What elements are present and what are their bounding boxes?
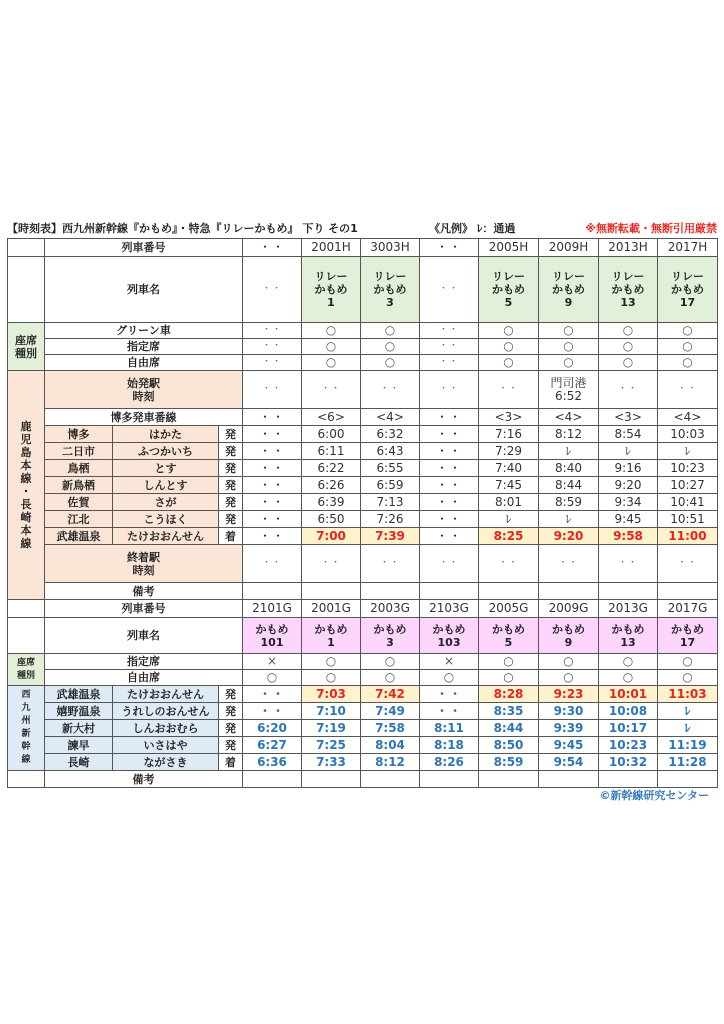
train-number: 2009G [539,600,599,618]
seat-availability: ○ [658,323,718,339]
dep-arr-type: 発 [219,494,243,511]
terminal-value: ・・ [361,545,420,583]
train-name: リレー かもめ 5 [479,257,539,323]
seat-availability: ○ [479,323,539,339]
time-cell: ・・ [420,511,479,528]
terminal-value: ・・ [420,545,479,583]
station-name: 江北 [45,511,113,528]
time-cell: 8:01 [479,494,539,511]
remarks-value [361,583,420,600]
table-row [8,703,718,720]
table-row [8,670,718,686]
seat-availability: ○ [539,670,599,686]
time-cell: 8:40 [539,460,599,477]
time-cell: ﾚ [539,443,599,460]
time-cell: 9:23 [539,686,599,703]
time-cell: 6:36 [243,754,302,771]
remarks-value [302,583,361,600]
seat-availability: ○ [599,355,658,371]
time-cell: 7:45 [479,477,539,494]
time-cell: 7:58 [361,720,420,737]
time-cell: 9:20 [539,528,599,545]
seat-availability: ○ [599,339,658,355]
track-number: <4> [658,409,718,426]
table-row [8,239,718,257]
time-cell: ・・ [243,528,302,545]
time-cell: 7:33 [302,754,361,771]
time-cell: 6:22 [302,460,361,477]
table-row [8,339,718,355]
origin-value: ・・ [479,371,539,409]
time-cell: ・・ [420,494,479,511]
hakata-track-label: 博多発車番線 [45,409,243,426]
blank [8,618,45,654]
seat-availability: ○ [302,670,361,686]
time-cell: 7:42 [361,686,420,703]
time-cell: 9:16 [599,460,658,477]
time-cell: 10:17 [599,720,658,737]
time-cell: 10:41 [658,494,718,511]
time-cell: ・・ [420,477,479,494]
train-name: リレー かもめ 17 [658,257,718,323]
time-cell: 9:20 [599,477,658,494]
time-cell: 6:32 [361,426,420,443]
train-number: 2017G [658,600,718,618]
train-number: 2103G [420,600,479,618]
station-name: 嬉野温泉 [45,703,113,720]
seat-availability: ○ [479,654,539,670]
remarks-value [361,771,420,788]
remarks-value [599,771,658,788]
track-number: <4> [361,409,420,426]
seat-availability: ○ [361,323,420,339]
time-cell: 7:26 [361,511,420,528]
blank [8,771,45,788]
seat-availability: ○ [361,670,420,686]
table-row [8,355,718,371]
seat-availability: ○ [539,355,599,371]
train-number: 2005G [479,600,539,618]
station-kana: いさはや [113,737,219,754]
time-cell: 7:16 [479,426,539,443]
remarks-value [302,771,361,788]
train-number: 2005H [479,239,539,257]
remarks-value [479,583,539,600]
time-cell: 7:49 [361,703,420,720]
time-cell: ・・ [243,686,302,703]
time-cell: ﾚ [658,443,718,460]
seat-availability: ○ [658,654,718,670]
time-cell: 11:19 [658,737,718,754]
seat-availability: ○ [658,339,718,355]
table-row [8,754,718,771]
station-kana: うれしのおんせん [113,703,219,720]
seat-availability: ○ [539,654,599,670]
blank [8,257,45,323]
time-cell: 7:00 [302,528,361,545]
time-cell: 6:39 [302,494,361,511]
time-cell: 7:03 [302,686,361,703]
train-name: かもめ 1 [302,618,361,654]
seat-availability: ○ [658,355,718,371]
non-reserved-label: 自由席 [45,355,243,371]
origin-value: ・・ [658,371,718,409]
origin-label: 始発駅 時刻 [45,371,243,409]
time-cell: 9:39 [539,720,599,737]
time-cell: ・・ [243,460,302,477]
time-cell: 8:26 [420,754,479,771]
time-cell: 6:00 [302,426,361,443]
remarks-value [539,583,599,600]
table-row [8,654,718,670]
time-cell: 10:01 [599,686,658,703]
seat-availability: ・・ [243,323,302,339]
train-name: かもめ 3 [361,618,420,654]
time-cell: 8:54 [599,426,658,443]
terminal-value: ・・ [539,545,599,583]
remarks-value [539,771,599,788]
table-row [8,720,718,737]
time-cell: 9:58 [599,528,658,545]
time-cell: 8:12 [361,754,420,771]
terminal-value: ・・ [658,545,718,583]
seat-type-label: 座席 種別 [8,323,45,371]
time-cell: 10:23 [599,737,658,754]
table-row [8,528,718,545]
seat-availability: ○ [302,339,361,355]
train-number-label: 列車番号 [45,239,243,257]
time-cell: ・・ [243,443,302,460]
time-cell: ・・ [243,703,302,720]
seat-availability: ○ [361,339,420,355]
time-cell: 9:30 [539,703,599,720]
footer-copyright: ©新幹線研究センター [599,789,709,802]
time-cell: 8:50 [479,737,539,754]
remarks-value [243,583,302,600]
blank [8,239,45,257]
time-cell: 7:40 [479,460,539,477]
time-cell: 7:19 [302,720,361,737]
non-reserved-label: 自由席 [45,670,243,686]
origin-value: ・・ [420,371,479,409]
station-name: 博多 [45,426,113,443]
dep-arr-type: 発 [219,460,243,477]
dep-arr-type: 発 [219,686,243,703]
time-cell: 8:35 [479,703,539,720]
train-number: 2001G [302,600,361,618]
seat-availability: ○ [479,339,539,355]
train-number: 2017H [658,239,718,257]
table-row [8,371,718,409]
reserved-label: 指定席 [45,339,243,355]
time-cell: ﾚ [599,443,658,460]
seat-availability: ・・ [243,355,302,371]
station-name: 二日市 [45,443,113,460]
train-name-label: 列車名 [45,618,243,654]
time-cell: 10:32 [599,754,658,771]
table-row [8,409,718,426]
table-row [8,323,718,339]
seat-availability: ○ [658,670,718,686]
track-number: <3> [479,409,539,426]
table-row [8,600,718,618]
track-number: <3> [599,409,658,426]
time-cell: ・・ [420,686,479,703]
time-cell: 11:00 [658,528,718,545]
time-cell: 8:44 [539,477,599,494]
timetable [7,238,718,788]
time-cell: ﾚ [658,703,718,720]
time-cell: 9:45 [539,737,599,754]
time-cell: ・・ [243,511,302,528]
train-number: 2013G [599,600,658,618]
remarks-value [420,771,479,788]
line-label-kagoshima-nagasaki: 鹿 児 島 本 線 ・ 長 崎 本 線 [8,371,45,600]
time-cell: ・・ [243,494,302,511]
origin-value: ・・ [361,371,420,409]
train-name-label: 列車名 [45,257,243,323]
train-name: かもめ 5 [479,618,539,654]
seat-availability: ○ [599,323,658,339]
seat-availability: ○ [599,654,658,670]
dep-arr-type: 発 [219,703,243,720]
dep-arr-type: 着 [219,754,243,771]
time-cell: 7:39 [361,528,420,545]
seat-availability: ・・ [420,323,479,339]
time-cell: ・・ [420,703,479,720]
time-cell: 6:43 [361,443,420,460]
seat-availability: × [420,654,479,670]
time-cell: ・・ [420,528,479,545]
page-title: 【時刻表】西九州新幹線『かもめ』・特急『リレーかもめ』 下り その1 [7,222,358,235]
time-cell: 10:08 [599,703,658,720]
time-cell: ﾚ [658,720,718,737]
seat-availability: ○ [539,323,599,339]
seat-availability: ○ [302,323,361,339]
train-name: リレー かもめ 1 [302,257,361,323]
time-cell: 10:27 [658,477,718,494]
blank [8,600,45,618]
station-name: 鳥栖 [45,460,113,477]
table-row [8,494,718,511]
header [7,220,717,236]
train-name: リレー かもめ 13 [599,257,658,323]
station-kana: しんおおむら [113,720,219,737]
table-row [8,686,718,703]
remarks-value [420,583,479,600]
time-cell: 8:18 [420,737,479,754]
station-kana: とす [113,460,219,477]
reserved-label: 指定席 [45,654,243,670]
seat-availability: ○ [243,670,302,686]
remarks-value [479,771,539,788]
time-cell: ・・ [243,426,302,443]
time-cell: 6:59 [361,477,420,494]
train-number: 2001H [302,239,361,257]
seat-availability: ・・ [243,339,302,355]
terminal-value: ・・ [479,545,539,583]
time-cell: 8:59 [479,754,539,771]
remarks-value [658,583,718,600]
station-name: 長崎 [45,754,113,771]
copyright-warning: ※無断転載・無断引用厳禁 [585,222,717,235]
origin-value: ・・ [302,371,361,409]
train-name: かもめ 103 [420,618,479,654]
table-row [8,771,718,788]
table-row [8,545,718,583]
table-row [8,511,718,528]
station-kana: たけおおんせん [113,528,219,545]
train-name: かもめ 17 [658,618,718,654]
terminal-value: ・・ [599,545,658,583]
station-kana: たけおおんせん [113,686,219,703]
seat-availability: ○ [420,670,479,686]
time-cell: 7:10 [302,703,361,720]
time-cell: 7:29 [479,443,539,460]
track-number: <4> [539,409,599,426]
time-cell: 8:25 [479,528,539,545]
seat-type-label: 座席 種別 [8,654,45,686]
train-number: ・・ [243,239,302,257]
train-name: かもめ 9 [539,618,599,654]
legend: 《凡例》 ﾚ：通過 [429,222,516,235]
time-cell: 11:28 [658,754,718,771]
dep-arr-type: 発 [219,737,243,754]
time-cell: 9:34 [599,494,658,511]
time-cell: 8:28 [479,686,539,703]
remarks-label: 備考 [45,583,243,600]
time-cell: 10:23 [658,460,718,477]
station-kana: こうほく [113,511,219,528]
table-row [8,618,718,654]
time-cell: 8:59 [539,494,599,511]
time-cell: 9:45 [599,511,658,528]
time-cell: ・・ [420,460,479,477]
train-name: リレー かもめ 9 [539,257,599,323]
station-kana: しんとす [113,477,219,494]
time-cell: ﾚ [539,511,599,528]
track-number: ・・ [243,409,302,426]
table-row [8,443,718,460]
dep-arr-type: 着 [219,528,243,545]
time-cell: 6:27 [243,737,302,754]
seat-availability: ○ [361,355,420,371]
seat-availability: ○ [539,339,599,355]
station-name: 武雄温泉 [45,528,113,545]
train-number: 2013H [599,239,658,257]
seat-availability: × [243,654,302,670]
station-name: 武雄温泉 [45,686,113,703]
train-number: 2003G [361,600,420,618]
time-cell: 6:50 [302,511,361,528]
time-cell: 11:03 [658,686,718,703]
dep-arr-type: 発 [219,720,243,737]
station-name: 新大村 [45,720,113,737]
table-row [8,737,718,754]
terminal-value: ・・ [243,545,302,583]
station-kana: ふつかいち [113,443,219,460]
track-number: <6> [302,409,361,426]
train-name: かもめ 13 [599,618,658,654]
train-number: 3003H [361,239,420,257]
origin-value: 門司港 6:52 [539,371,599,409]
table-row [8,583,718,600]
remarks-value [599,583,658,600]
time-cell: 6:26 [302,477,361,494]
table-row [8,460,718,477]
remarks-value [243,771,302,788]
seat-availability: ○ [302,654,361,670]
dep-arr-type: 発 [219,477,243,494]
track-number: ・・ [420,409,479,426]
seat-availability: ○ [479,355,539,371]
train-name: ・・ [243,257,302,323]
green-car-label: グリーン車 [45,323,243,339]
terminal-label: 終着駅 時刻 [45,545,243,583]
time-cell: 8:04 [361,737,420,754]
time-cell: 6:20 [243,720,302,737]
seat-availability: ○ [361,654,420,670]
station-name: 新鳥栖 [45,477,113,494]
seat-availability: ○ [302,355,361,371]
seat-availability: ○ [599,670,658,686]
time-cell: 6:55 [361,460,420,477]
time-cell: 10:51 [658,511,718,528]
dep-arr-type: 発 [219,443,243,460]
train-number: 2009H [539,239,599,257]
time-cell: 8:44 [479,720,539,737]
train-number: ・・ [420,239,479,257]
time-cell: 7:25 [302,737,361,754]
train-name: リレー かもめ 3 [361,257,420,323]
station-kana: ながさき [113,754,219,771]
seat-availability: ・・ [420,355,479,371]
remarks-label: 備考 [45,771,243,788]
remarks-value [658,771,718,788]
train-number-label: 列車番号 [45,600,243,618]
dep-arr-type: 発 [219,511,243,528]
time-cell: ・・ [420,443,479,460]
station-kana: さが [113,494,219,511]
seat-availability: ・・ [420,339,479,355]
train-name: ・・ [420,257,479,323]
time-cell: ﾚ [479,511,539,528]
time-cell: 8:11 [420,720,479,737]
table-row [8,257,718,323]
table-row [8,426,718,443]
time-cell: 7:13 [361,494,420,511]
time-cell: 8:12 [539,426,599,443]
table-row [8,477,718,494]
terminal-value: ・・ [302,545,361,583]
station-name: 佐賀 [45,494,113,511]
time-cell: 10:03 [658,426,718,443]
station-name: 諫早 [45,737,113,754]
time-cell: 9:54 [539,754,599,771]
line-label-nishikyushu: 西 九 州 新 幹 線 [8,686,45,771]
station-kana: はかた [113,426,219,443]
time-cell: ・・ [420,426,479,443]
origin-value: ・・ [599,371,658,409]
train-name: かもめ 101 [243,618,302,654]
seat-availability: ○ [479,670,539,686]
train-number: 2101G [243,600,302,618]
origin-value: ・・ [243,371,302,409]
time-cell: 6:11 [302,443,361,460]
time-cell: ・・ [243,477,302,494]
dep-arr-type: 発 [219,426,243,443]
